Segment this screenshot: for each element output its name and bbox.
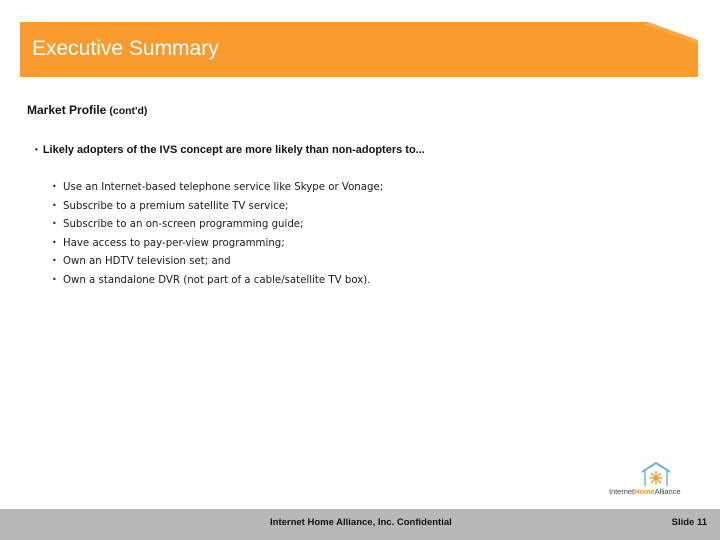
list-item-text: Own an HDTV television set; and xyxy=(63,256,231,268)
internet-home-alliance-logo xyxy=(606,460,706,502)
lead-bullet-text: Likely adopters of the IVS concept are more likely than non-adopters to... xyxy=(42,144,425,156)
sub-bullet-list xyxy=(52,178,383,290)
list-item-text: Have access to pay-per-view programming; xyxy=(63,237,285,249)
title-banner xyxy=(20,22,698,77)
lead-bullet xyxy=(35,144,425,156)
bullet-dot: • xyxy=(35,145,38,154)
footer-confidential: Internet Home Alliance, Inc. Confidential xyxy=(270,517,452,528)
house-sunburst-icon xyxy=(636,460,676,488)
slide-number: Slide 11 xyxy=(671,517,707,528)
list-item-text: Own a standalone DVR (not part of a cable/satellite TV box). xyxy=(63,274,371,286)
list-item xyxy=(52,197,383,216)
logo-text-internet: Internet xyxy=(609,487,634,496)
list-item xyxy=(52,178,383,197)
list-item-text: Subscribe to an on-screen programming guide; xyxy=(63,219,304,231)
bullet-dot: • xyxy=(52,274,57,284)
slide-title: Executive Summary xyxy=(32,37,219,60)
logo-text-alliance: Alliance xyxy=(654,487,681,496)
bullet-dot: • xyxy=(52,219,57,229)
bullet-dot: • xyxy=(52,256,57,266)
list-item xyxy=(52,215,383,234)
section-heading-label: Market Profile xyxy=(27,103,107,117)
bullet-dot: • xyxy=(52,237,57,247)
list-item-text: Subscribe to a premium satellite TV service; xyxy=(63,200,289,212)
bullet-dot: • xyxy=(52,182,57,191)
section-heading xyxy=(27,103,147,117)
list-item xyxy=(52,271,383,290)
bullet-dot: • xyxy=(52,200,57,210)
list-item xyxy=(52,234,383,253)
logo-wordmark xyxy=(609,487,680,496)
list-item-text: Use an Internet-based telephone service like Skype or Vonage; xyxy=(63,182,384,193)
section-heading-sub: (cont'd) xyxy=(109,105,148,117)
footer-bar xyxy=(0,509,720,540)
logo-text-home: Home xyxy=(633,487,655,496)
list-item xyxy=(52,252,383,271)
